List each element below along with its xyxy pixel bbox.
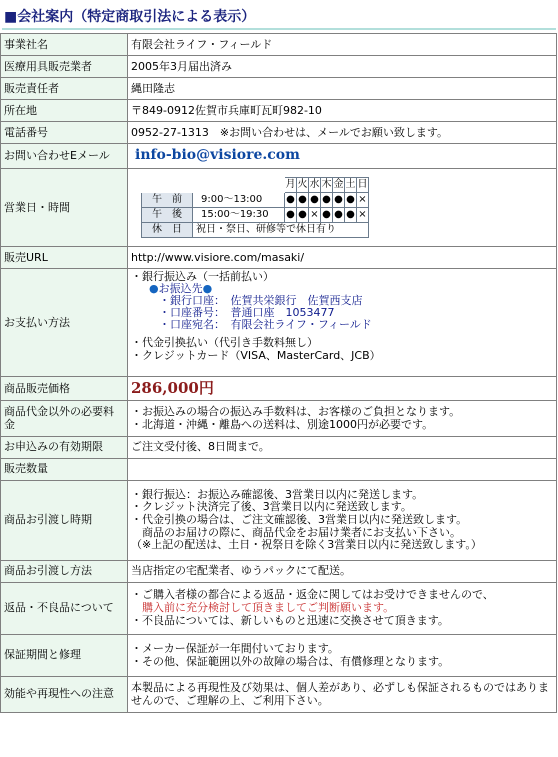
pm-mark: × [357, 208, 369, 223]
holiday-note: 祝日・祭日、研修等で休日有り [193, 223, 369, 238]
day-header: 火 [297, 178, 309, 193]
pm-label: 午 後 [142, 208, 193, 223]
warranty-line: ・メーカー保証が一年間付いております。 [131, 641, 339, 655]
row-returns [1, 582, 557, 634]
business-hours-table [141, 177, 369, 238]
row-label: お問い合わせEメール [1, 144, 128, 169]
row-label: お支払い方法 [1, 269, 128, 377]
title-underline [2, 28, 556, 30]
medical-value: 2005年3月届出済み [128, 56, 557, 78]
day-header: 水 [309, 178, 321, 193]
returns-line: ・ご購入者様の都合による返品・返金に関してはお受けできませんので、 [131, 588, 494, 602]
am-mark: ● [285, 193, 297, 208]
am-time: 9:00～13:00 [193, 193, 285, 208]
day-header: 木 [321, 178, 333, 193]
quantity-value [128, 458, 557, 480]
row-payment [1, 269, 557, 377]
am-mark: ● [333, 193, 345, 208]
row-label: 返品・不良品について [1, 582, 128, 634]
am-mark: ● [309, 193, 321, 208]
day-header: 土 [345, 178, 357, 193]
am-mark: × [357, 193, 369, 208]
day-header: 月 [285, 178, 297, 193]
returns-warning: 購入前に充分検討して頂きましてご判断願います。 [131, 600, 395, 614]
row-label: 営業日・時間 [1, 169, 128, 247]
row-label: 電話番号 [1, 122, 128, 144]
row-email [1, 144, 557, 169]
row-label: 効能や再現性への注意 [1, 676, 128, 712]
delivery-line: （※上記の配送は、土日・祝祭日を除く3営業日以内に発送致します。） [131, 538, 482, 552]
account-holder: ・口座宛名： 有限会社ライフ・フィールド [159, 318, 372, 332]
address-value: 〒849-0912佐賀市兵庫町瓦町982-10 [128, 100, 557, 122]
row-other-fees [1, 400, 557, 436]
am-mark: ● [345, 193, 357, 208]
pm-mark: ● [321, 208, 333, 223]
pm-mark: × [309, 208, 321, 223]
effects-value: 本製品による再現性及び効果は、個人差があり、必ずしも保証されるものではありませんので、ご理解の上、ご利用下さい。 [128, 676, 557, 712]
row-quantity [1, 458, 557, 480]
row-label: 保証期間と修理 [1, 634, 128, 676]
day-header: 金 [333, 178, 345, 193]
row-company [1, 34, 557, 56]
warranty-line: ・その他、保証範囲以外の故障の場合は、有償修理となります。 [131, 655, 450, 669]
row-delivery-time [1, 480, 557, 560]
row-address [1, 100, 557, 122]
row-label: 商品お引渡し時期 [1, 480, 128, 560]
phone-value: 0952-27-1313 ※お問い合わせは、メールでお願い致します。 [128, 122, 557, 144]
account-number: ・口座番号： 普通口座 1053477 [159, 306, 335, 320]
row-label: 医療用具販売業者 [1, 56, 128, 78]
row-label: 商品お引渡し方法 [1, 560, 128, 582]
returns-line: ・不良品については、新しいものと迅速に交換させて頂きます。 [131, 613, 449, 627]
row-price [1, 377, 557, 401]
payment-cod: ・代金引換払い（代引き手数料無し） [131, 336, 318, 350]
row-url [1, 247, 557, 269]
row-label: 所在地 [1, 100, 128, 122]
row-manager [1, 78, 557, 100]
row-label: 販売URL [1, 247, 128, 269]
row-medical [1, 56, 557, 78]
delivery-line: 商品のお届けの際に、商品代金をお届け業者にお支払い下さい。 [131, 525, 461, 539]
url-value[interactable]: http://www.visiore.com/masaki/ [128, 247, 557, 269]
pm-mark: ● [333, 208, 345, 223]
row-label: 販売責任者 [1, 78, 128, 100]
manager-value: 縄田隆志 [128, 78, 557, 100]
bank-name: ・銀行口座： 佐賀共栄銀行 佐賀西支店 [159, 294, 363, 308]
bullet-icon: ● [202, 282, 213, 296]
pm-mark: ● [297, 208, 309, 223]
fee-line: ・北海道・沖縄・離島への送料は、別途1000円が必要です。 [131, 418, 434, 432]
day-header: 日 [357, 178, 369, 193]
email-link[interactable]: info-bio@visiore.com [135, 147, 300, 164]
row-warranty [1, 634, 557, 676]
row-label: 販売数量 [1, 458, 128, 480]
delivery-method-value: 当店指定の宅配業者、ゆうパックにて配送。 [128, 560, 557, 582]
bullet-icon: ● [149, 282, 159, 296]
row-label: 商品代金以外の必要料金 [1, 400, 128, 436]
company-name-value: 有限会社ライフ・フィールド [128, 34, 557, 56]
row-delivery-method [1, 560, 557, 582]
row-label: 商品販売価格 [1, 377, 128, 401]
row-label: お申込みの有効期限 [1, 436, 128, 458]
pm-mark: ● [285, 208, 297, 223]
price-value: 286,000円 [131, 379, 214, 397]
validity-value: ご注文受付後、8日間まで。 [128, 436, 557, 458]
am-label: 午 前 [142, 193, 193, 208]
am-mark: ● [321, 193, 333, 208]
row-label: 事業社名 [1, 34, 128, 56]
fee-line: ・お振込みの場合の振込み手数料は、お客様のご負担となります。 [131, 404, 461, 418]
row-validity [1, 436, 557, 458]
pm-mark: ● [345, 208, 357, 223]
payment-bank-transfer: ・銀行振込み（一括前払い） [131, 270, 274, 283]
row-phone [1, 122, 557, 144]
delivery-line: ・クレジット決済完了後、3営業日以内に発送致します。 [131, 500, 412, 514]
page-title: ■会社案内（特定商取引法による表示） [4, 9, 256, 25]
payment-credit: ・クレジットカード（VISA、MasterCard、JCB） [131, 348, 381, 362]
row-effects [1, 676, 557, 712]
delivery-line: ・代金引換の場合は、ご注文確認後、3営業日以内に発送致します。 [131, 512, 468, 526]
company-info-table [0, 33, 557, 713]
destination-title: お振込先 [158, 282, 203, 296]
holiday-label: 休 日 [142, 223, 193, 238]
am-mark: ● [297, 193, 309, 208]
pm-time: 15:00～19:30 [193, 208, 285, 223]
delivery-line: ・銀行振込：お振込み確認後、3営業日以内に発送します。 [131, 487, 424, 501]
row-hours [1, 169, 557, 247]
